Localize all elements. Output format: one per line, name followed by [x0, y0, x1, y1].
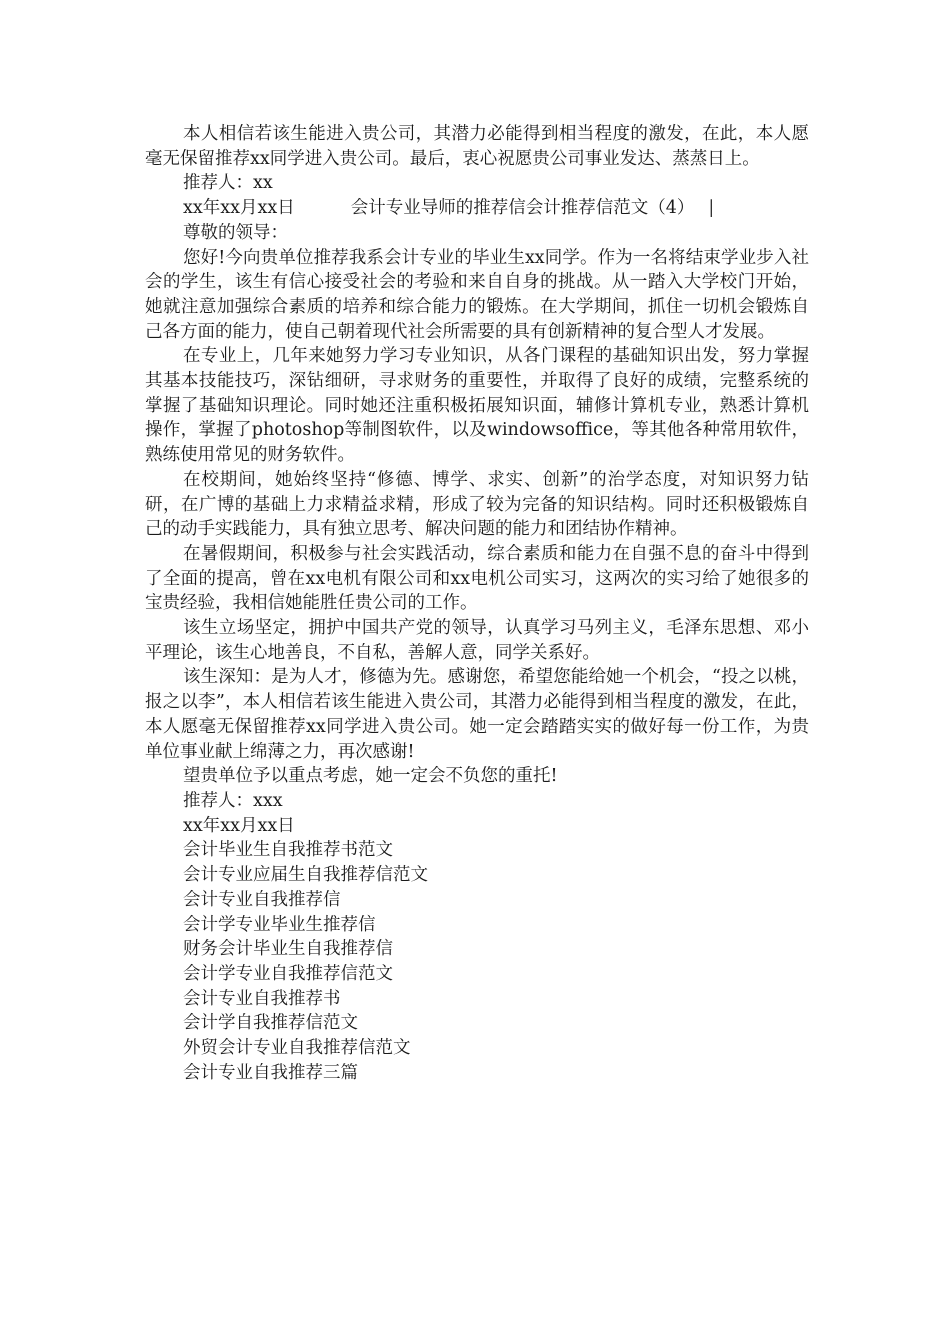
date-title-line: [145, 196, 809, 221]
date-2: xx年xx月xx日: [183, 815, 295, 836]
date-1: xx年xx月xx日: [183, 198, 295, 219]
related-link[interactable]: 会计专业自我推荐书: [183, 988, 341, 1009]
section-title: 会计专业导师的推荐信会计推荐信范文（4）: [350, 198, 695, 219]
related-link[interactable]: 外贸会计专业自我推荐信范文: [183, 1038, 411, 1059]
body-paragraph: 在校期间，她始终坚持“修德、博学、求实、创新”的治学态度，对知识努力钻研，在广博的基础上力求精益求精，形成了较为完备的知识结构。同时还积极锻炼自己的动手实践能力，具有独立思考、解决问题的能力和团结协作精神。: [145, 469, 809, 540]
body-paragraph: 您好!今向贵单位推荐我系会计专业的毕业生xx同学。作为一名将结束学业步入社会的学生，该生有信心接受社会的考验和来自自身的挑战。从一踏入大学校门开始，她就注意加强综合素质的培养和综合能力的锻炼。在大学期间，抓住一切机会锻炼自己各方面的能力，使自己朝着现代社会所需要的具有创新精神的复合型人才发展。: [145, 247, 809, 342]
salutation: 尊敬的领导：: [183, 222, 288, 243]
related-link[interactable]: 会计毕业生自我推荐书范文: [183, 840, 393, 861]
related-link[interactable]: 会计专业应届生自我推荐信范文: [183, 865, 428, 886]
body-paragraph: 在专业上，几年来她努力学习专业知识，从各门课程的基础知识出发，努力掌握其基本技能技巧，深钻细研，寻求财务的重要性，并取得了良好的成绩，完整系统的掌握了基础知识理论。同时她还注重积极拓展知识面，辅修计算机专业，熟悉计算机操作，掌握了photoshop等制图软件，以及windowsoffice，等其他各种常用软件，熟练使用常见的财务软件。: [145, 346, 809, 466]
text-cursor: |: [708, 198, 715, 219]
closing-line: 望贵单位予以重点考虑，她一定会不负您的重托!: [183, 766, 558, 787]
related-link[interactable]: 财务会计毕业生自我推荐信: [183, 939, 393, 960]
recommender-line-2: 推荐人：xxx: [183, 790, 283, 811]
related-link[interactable]: 会计学专业毕业生推荐信: [183, 914, 376, 935]
related-link[interactable]: 会计学专业自我推荐信范文: [183, 963, 393, 984]
document-body: [145, 122, 809, 1085]
body-paragraph: 在暑假期间，积极参与社会实践活动，综合素质和能力在自强不息的奋斗中得到了全面的提高，曾在xx电机有限公司和xx电机公司实习，这两次的实习给了她很多的宝贵经验，我相信她能胜任贵公司的工作。: [145, 543, 809, 614]
related-link[interactable]: 会计学自我推荐信范文: [183, 1013, 358, 1034]
related-links-list: [145, 838, 809, 1085]
related-link[interactable]: 会计专业自我推荐三篇: [183, 1062, 358, 1083]
body-paragraph: 该生深知：是为人才，修德为先。感谢您，希望您能给她一个机会，“投之以桃，报之以李”，本人相信若该生能进入贵公司，其潜力必能得到相当程度的激发，在此，本人愿毫无保留推荐xx同学进入贵公司。她一定会踏踏实实的做好每一份工作，为贵单位事业献上绵薄之力，再次感谢!: [145, 667, 809, 762]
related-link[interactable]: 会计专业自我推荐信: [183, 889, 341, 910]
recommender-line-1: 推荐人：xx: [183, 173, 273, 194]
body-paragraph: 该生立场坚定，拥护中国共产党的领导，认真学习马列主义，毛泽东思想、邓小平理论，该生心地善良，不自私，善解人意，同学关系好。: [145, 618, 809, 663]
intro-paragraph: 本人相信若该生能进入贵公司，其潜力必能得到相当程度的激发，在此，本人愿毫无保留推荐xx同学进入贵公司。最后，衷心祝愿贵公司事业发达、蒸蒸日上。: [145, 124, 809, 169]
